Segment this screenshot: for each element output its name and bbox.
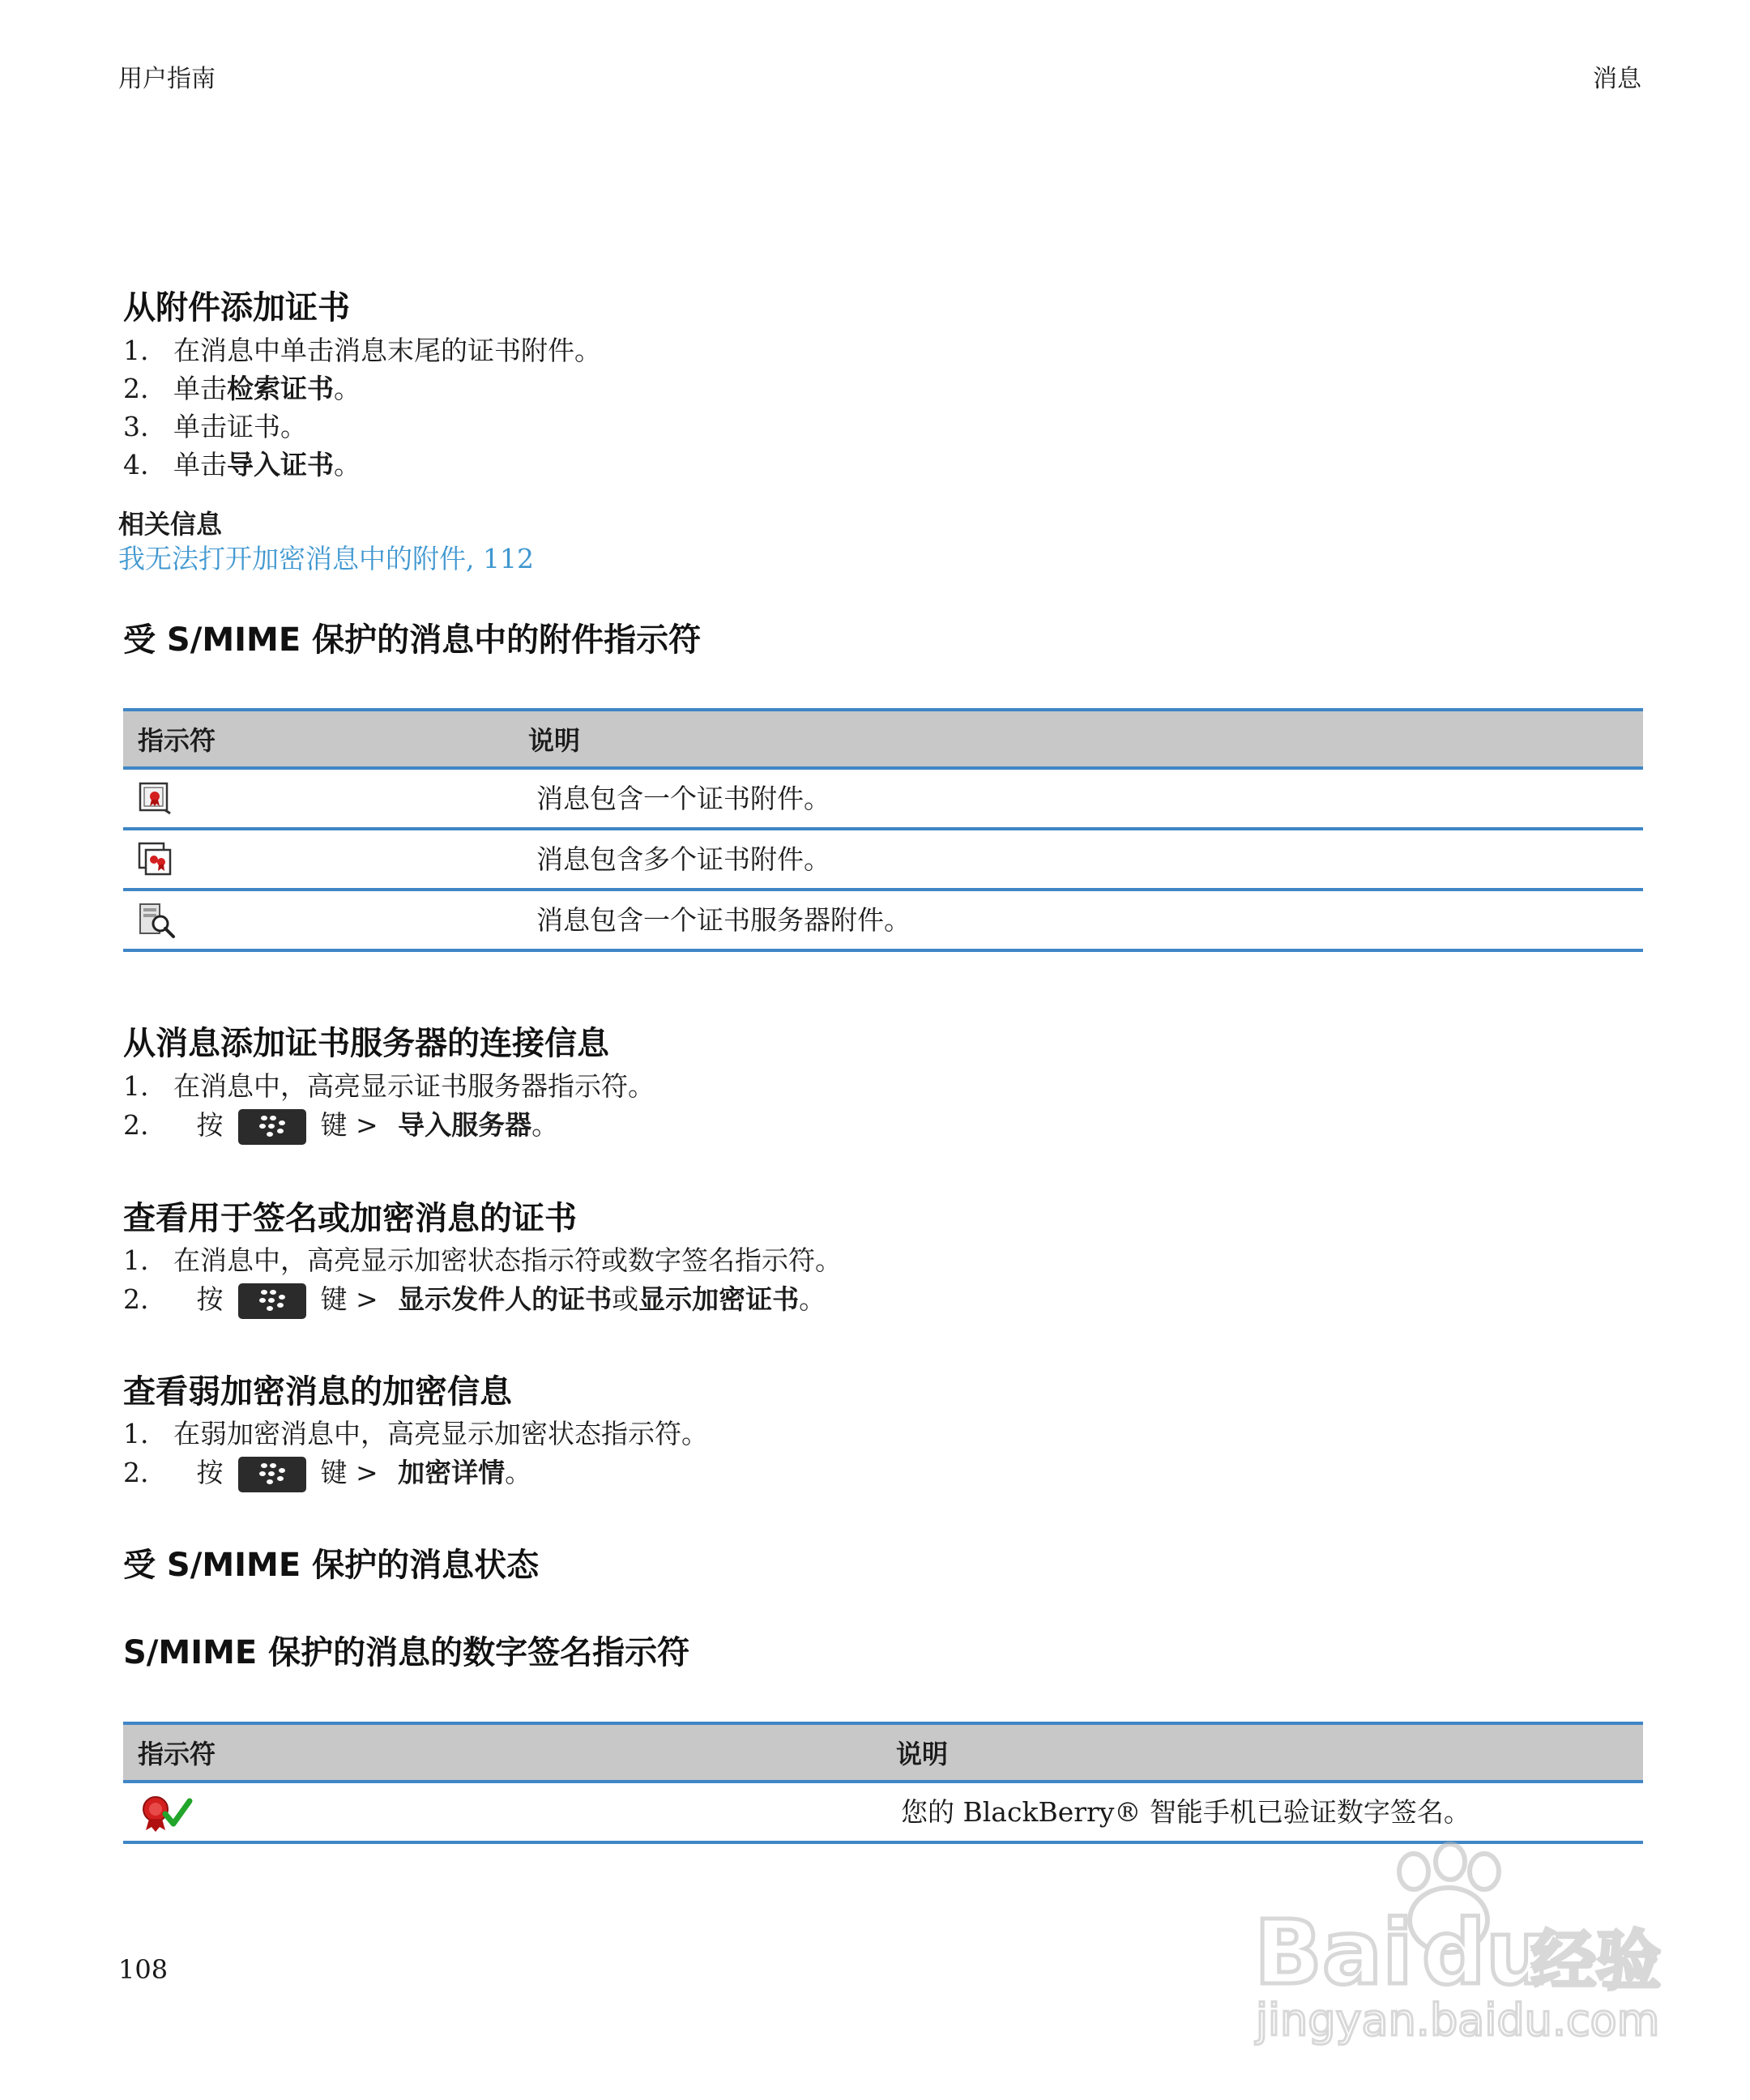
related-info-link[interactable]: 我无法打开加密消息中的附件, 112 [118, 543, 534, 574]
menu-item-retrieve-cert: 检索证书 [227, 373, 334, 404]
section-title-message-status: 受 S/MIME 保护的消息状态 [123, 1547, 540, 1584]
baidu-jingyan-watermark-logo [1248, 1839, 1669, 2053]
table-row [123, 768, 1643, 829]
multiple-certificates-icon [138, 852, 175, 884]
table-cell-description: 消息包含一个证书附件。 [514, 768, 1643, 829]
header-section-name: 消息 [1593, 65, 1641, 93]
table-cell-description: 消息包含多个证书附件。 [514, 829, 1643, 890]
menu-item-show-encryption-cert: 显示加密证书 [638, 1283, 800, 1315]
menu-item-encryption-details: 加密详情 [398, 1457, 506, 1488]
section-title-view-cert: 查看用于签名或加密消息的证书 [123, 1200, 577, 1237]
list-item: 2. 按 键 > 导入服务器。 [123, 1107, 558, 1145]
attachment-indicator-table [123, 708, 1643, 952]
list-item: 1. 在消息中，高亮显示加密状态指示符或数字签名指示符。 [123, 1244, 842, 1276]
certificate-server-search-icon [138, 915, 178, 946]
list-item: 3. 单击证书。 [123, 411, 307, 442]
blackberry-menu-key-icon [238, 1109, 306, 1145]
blackberry-menu-key-icon [238, 1457, 306, 1492]
table-row [123, 890, 1643, 950]
col-header-indicator: 指示符 [123, 1723, 881, 1782]
table-cell-description: 消息包含一个证书服务器附件。 [514, 890, 1643, 950]
page-number: 108 [118, 1954, 169, 1985]
section-title-add-cert-server: 从消息添加证书服务器的连接信息 [123, 1025, 609, 1062]
col-header-description: 说明 [514, 710, 1643, 768]
blackberry-menu-key-icon [238, 1283, 306, 1319]
col-header-indicator: 指示符 [123, 710, 514, 768]
verified-signature-icon [138, 1808, 194, 1840]
section-title-signature-indicators: S/MIME 保护的消息的数字签名指示符 [123, 1634, 690, 1671]
list-item: 2. 按 键 > 显示发件人的证书或显示加密证书。 [123, 1281, 826, 1319]
list-item: 1. 在弱加密消息中，高亮显示加密状态指示符。 [123, 1418, 708, 1449]
svg-text:Bai: Bai [1254, 1901, 1413, 2004]
section-title-add-cert-from-attachment: 从附件添加证书 [123, 289, 350, 327]
list-item: 1. 在消息中，高亮显示证书服务器指示符。 [123, 1070, 655, 1102]
section-title-attachment-indicators: 受 S/MIME 保护的消息中的附件指示符 [123, 621, 702, 659]
list-item: 2. 单击检索证书。 [123, 373, 361, 404]
svg-text:jingyan.baidu.com: jingyan.baidu.com [1256, 1995, 1660, 2046]
list-item: 1. 在消息中单击消息末尾的证书附件。 [123, 335, 601, 366]
list-item: 4. 单击导入证书。 [123, 449, 361, 480]
header-guide-title: 用户指南 [118, 65, 216, 93]
table-row [123, 1782, 1643, 1842]
certificate-icon [138, 790, 172, 822]
section-title-weak-encryption: 查看弱加密消息的加密信息 [123, 1373, 512, 1411]
signature-indicator-table [123, 1722, 1643, 1844]
svg-text:du: du [1422, 1901, 1550, 2004]
related-info-heading: 相关信息 [118, 509, 223, 540]
menu-item-import-server: 导入服务器 [398, 1109, 532, 1141]
list-item: 2. 按 键 > 加密详情。 [123, 1454, 531, 1492]
table-row [123, 829, 1643, 890]
col-header-description: 说明 [881, 1723, 1643, 1782]
svg-text:经验: 经验 [1531, 1923, 1661, 1999]
menu-item-import-cert: 导入证书 [227, 449, 334, 480]
table-cell-description: 您的 BlackBerry® 智能手机已验证数字签名。 [881, 1782, 1643, 1842]
menu-item-show-sender-cert: 显示发件人的证书 [398, 1283, 612, 1315]
